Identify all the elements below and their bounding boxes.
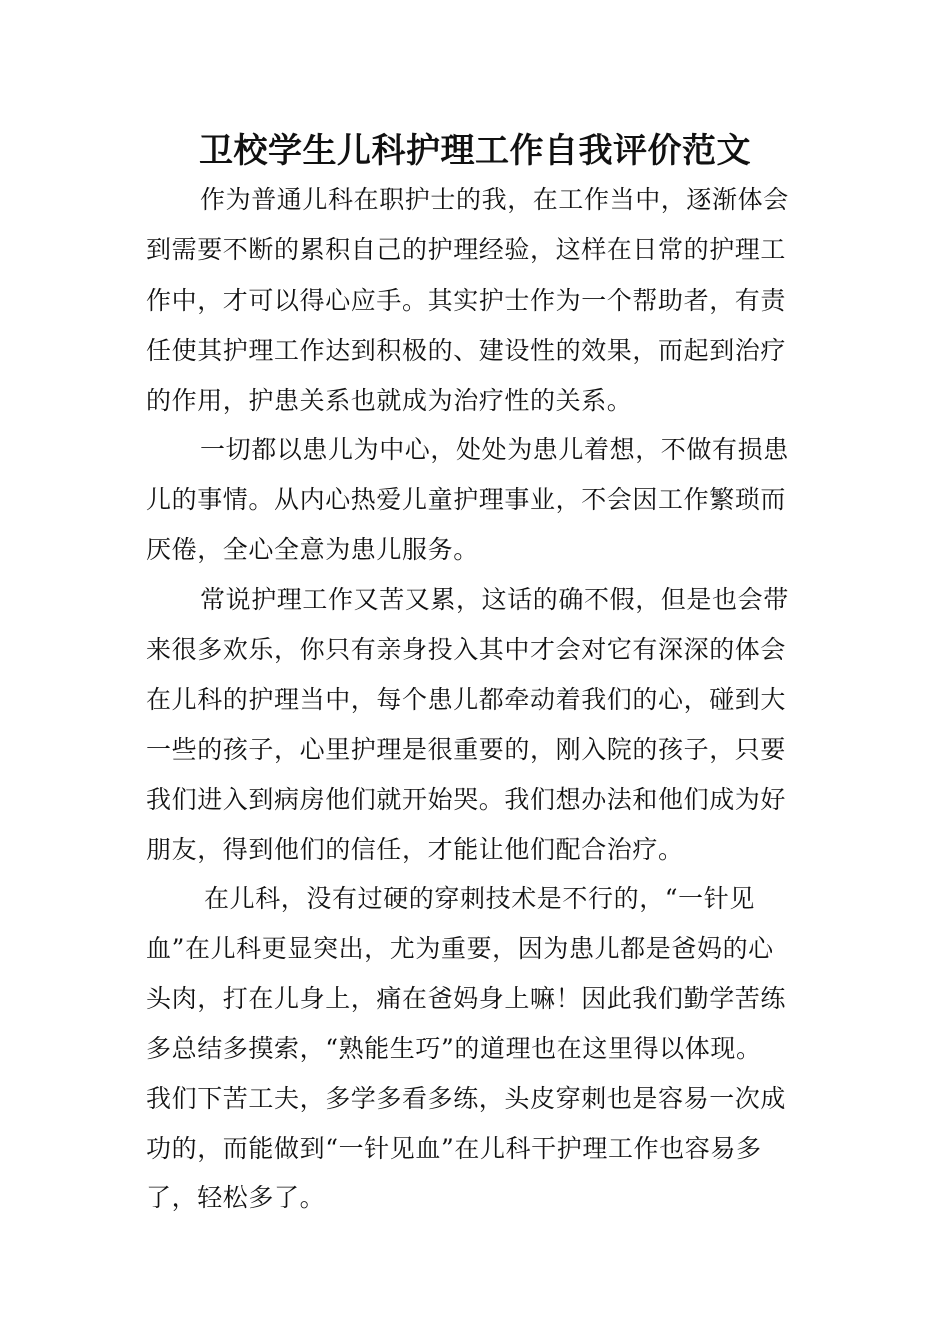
paragraph-2-line-3: 厌倦，全心全意为患儿服务。 [146, 535, 479, 564]
paragraph-4-line-4: 多总结多摸索，“熟能生巧”的道理也在这里得以体现。 [146, 1034, 762, 1063]
paragraph-4-line-1: 在儿科，没有过硬的穿刺技术是不行的，“一针见 [204, 884, 755, 913]
paragraph-4-line-5: 我们下苦工夫，多学多看多练，头皮穿刺也是容易一次成 [146, 1084, 787, 1113]
paragraph-1-line-2: 到需要不断的累积自己的护理经验，这样在日常的护理工 [146, 235, 787, 264]
paragraph-4-line-7: 了，轻松多了。 [146, 1183, 326, 1212]
paragraph-3-line-3: 在儿科的护理当中，每个患儿都牵动着我们的心，碰到大 [146, 685, 787, 714]
paragraph-1-line-4: 任使其护理工作达到积极的、建设性的效果，而起到治疗 [146, 336, 787, 365]
paragraph-4-line-3: 头肉，打在儿身上，痛在爸妈身上嘛！因此我们勤学苦练 [146, 984, 787, 1013]
paragraph-1-line-1: 作为普通儿科在职护士的我，在工作当中，逐渐体会 [200, 185, 789, 214]
paragraph-3-line-1: 常说护理工作又苦又累，这话的确不假，但是也会带 [200, 585, 789, 614]
document-title: 卫校学生儿科护理工作自我评价范文 [199, 131, 751, 171]
paragraph-3-line-5: 我们进入到病房他们就开始哭。我们想办法和他们成为好 [146, 785, 787, 814]
paragraph-3-line-2: 来很多欢乐，你只有亲身投入其中才会对它有深深的体会 [146, 635, 787, 664]
paragraph-1-line-5: 的作用，护患关系也就成为治疗性的关系。 [146, 386, 633, 415]
paragraph-2-line-2: 儿的事情。从内心热爱儿童护理事业，不会因工作繁琐而 [146, 485, 787, 514]
paragraph-3-line-6: 朋友，得到他们的信任，才能让他们配合治疗。 [146, 835, 684, 864]
paragraph-2-line-1: 一切都以患儿为中心，处处为患儿着想，不做有损患 [200, 435, 789, 464]
paragraph-4-line-2: 血”在儿科更显突出，尤为重要，因为患儿都是爸妈的心 [146, 934, 774, 963]
paragraph-4-line-6: 功的，而能做到“一针见血”在儿科干护理工作也容易多 [146, 1134, 762, 1163]
paragraph-1-line-3: 作中，才可以得心应手。其实护士作为一个帮助者，有责 [146, 286, 787, 315]
paragraph-3-line-4: 一些的孩子，心里护理是很重要的，刚入院的孩子，只要 [146, 735, 787, 764]
